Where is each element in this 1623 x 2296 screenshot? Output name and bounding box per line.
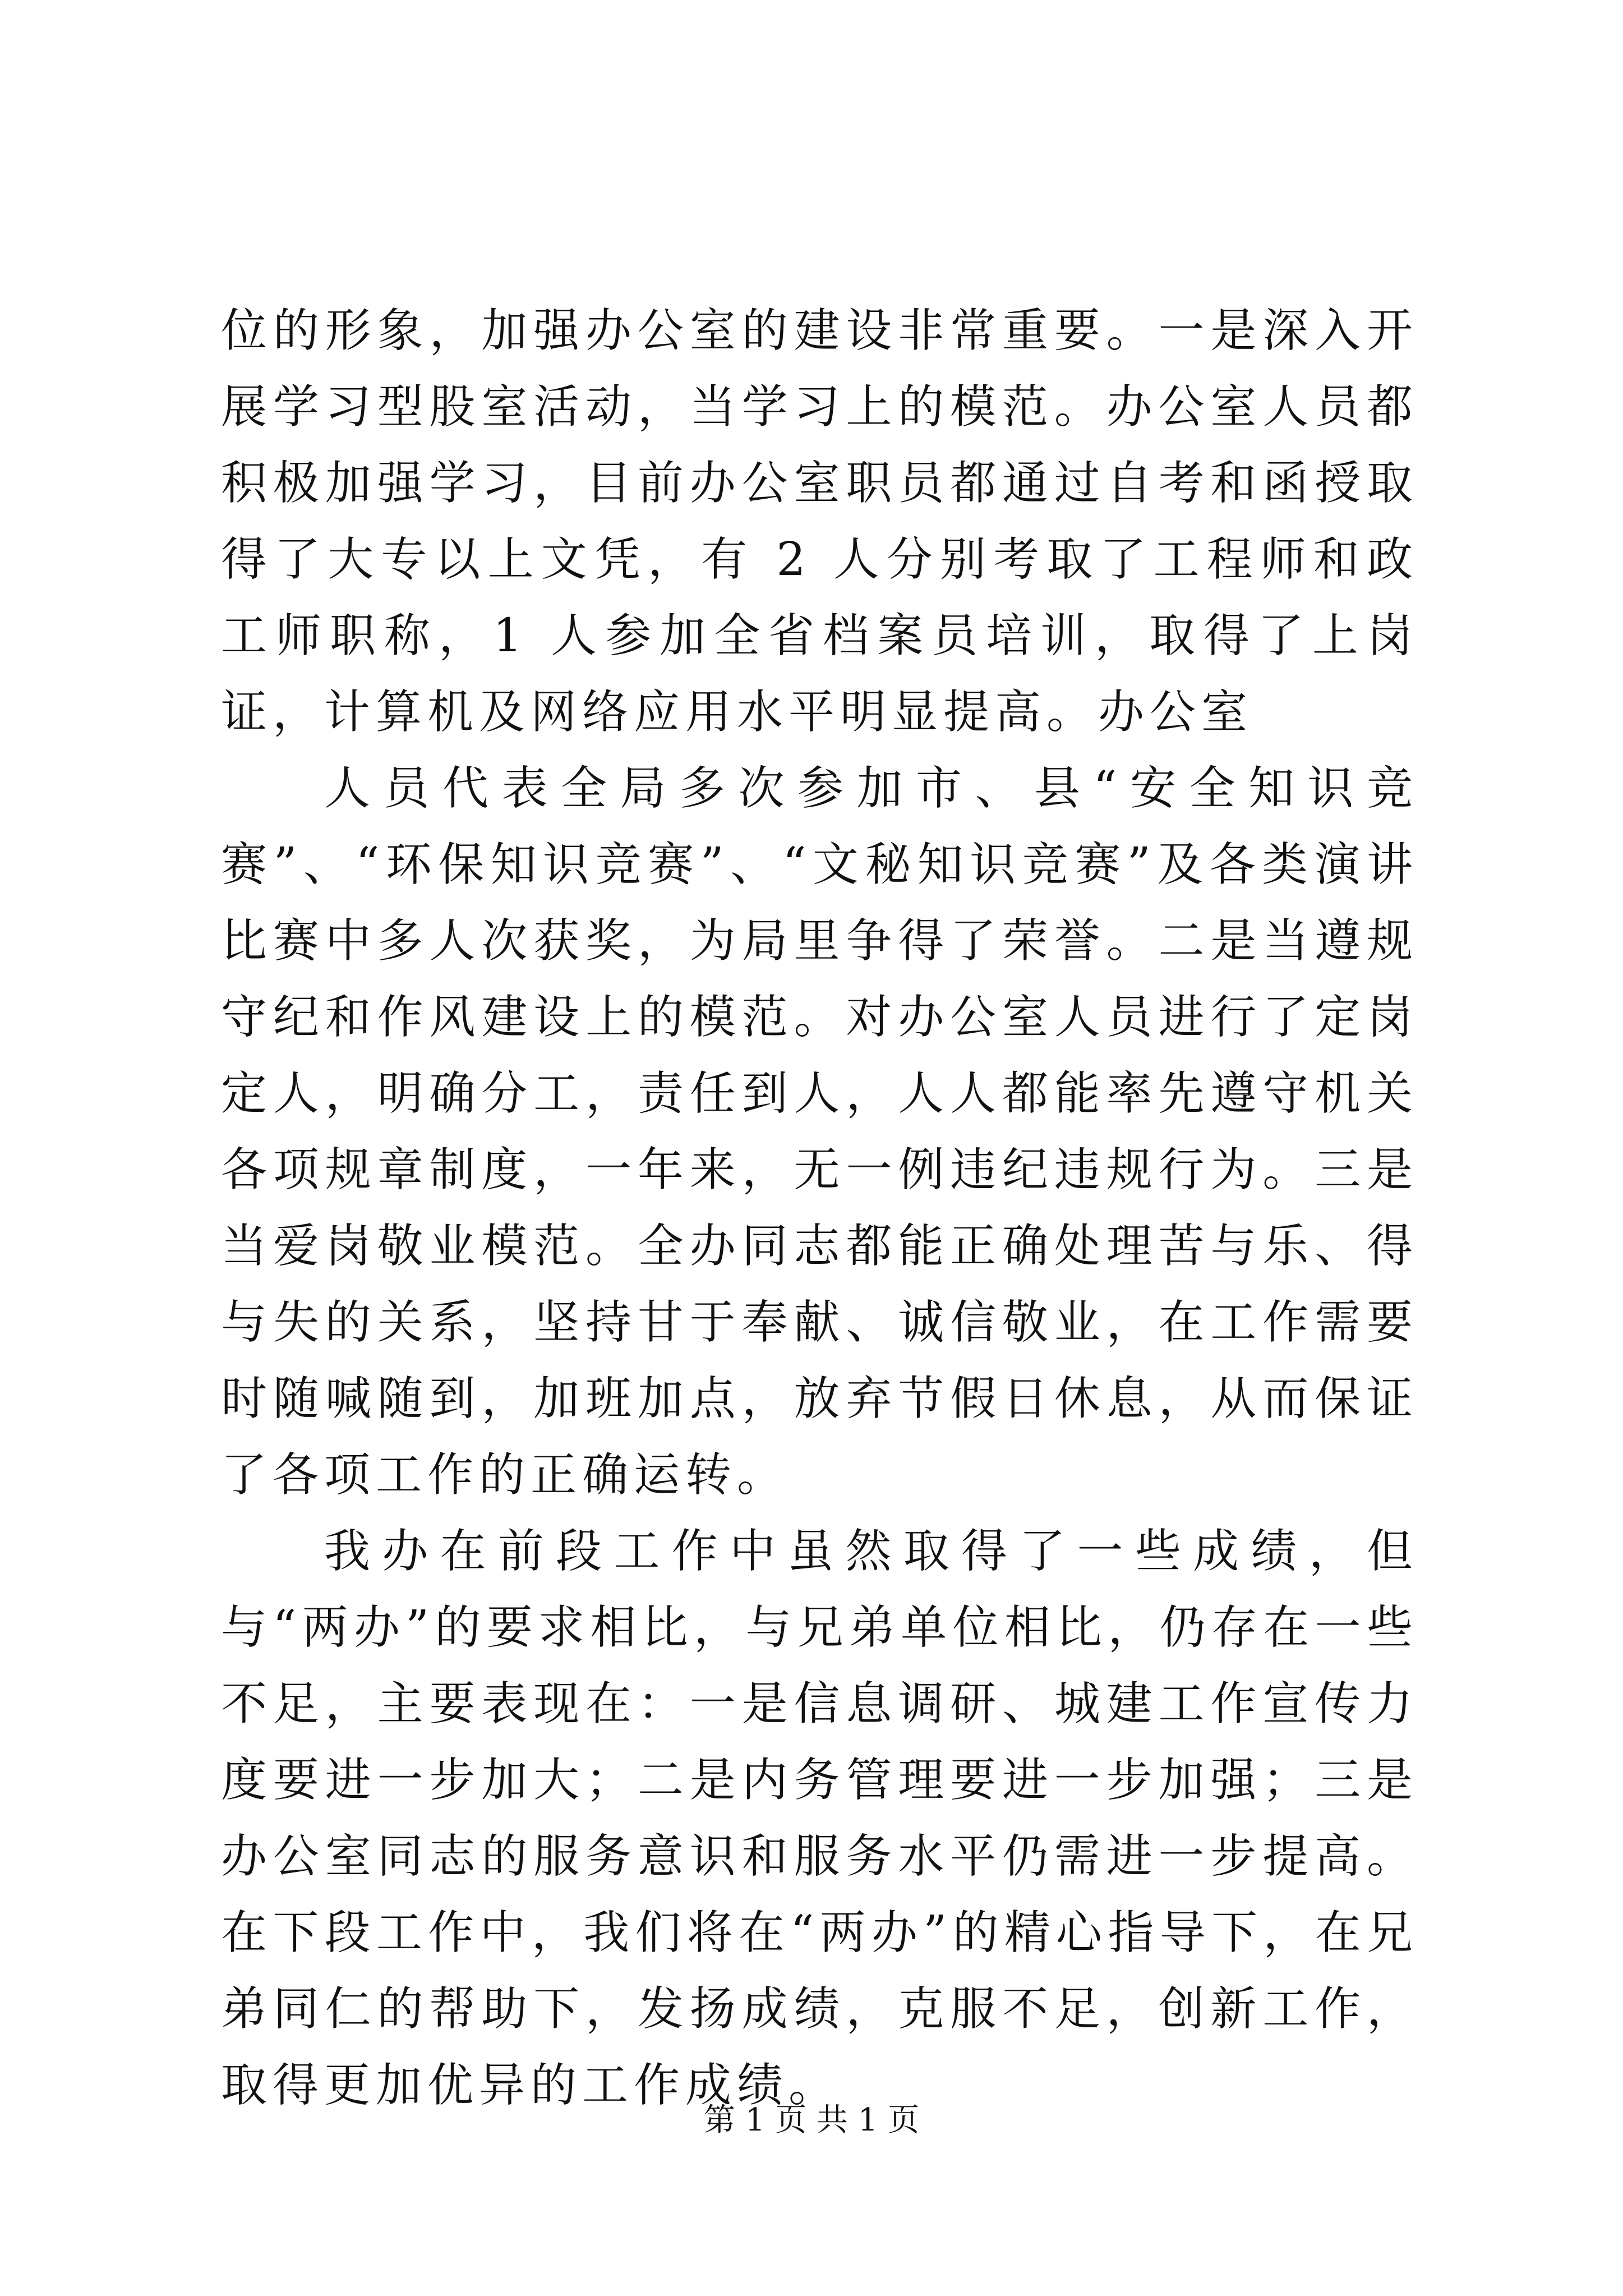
paragraph-3: 我办在前段工作中虽然取得了一些成绩，但与“两办”的要求相比，与兄弟单位相比，仍存在一些不足，主要表现在：一是信息调研、城建工作宣传力度要进一步加大；二是内务管理要进一步加强；三是办公室同志的服务意识和服务水平仍需进一步提高。在下段工作中，我们将在“两办”的精心指导下，在兄弟同仁的帮助下，发扬成绩，克服不足，创新工作，取得更加优异的工作成绩。 [221, 1525, 1418, 2112]
paragraph-1: 位的形象，加强办公室的建设非常重要。一是深入开展学习型股室活动，当学习上的模范。办公室人员都积极加强学习，目前办公室职员都通过自考和函授取得了大专以上文凭，有 2 人分别考取了工程师和政工师职称，1 人参加全省档案员培训，取得了上岗证，计算机及网络应用水平明显提高。办公室 [221, 304, 1418, 739]
document-body [221, 293, 1418, 2124]
page-number-footer: 第 1 页 共 1 页 [703, 2102, 920, 2138]
paragraph-2: 人员代表全局多次参加市、县“安全知识竞赛”、“环保知识竞赛”、“文秘知识竞赛”及各类演讲比赛中多人次获奖，为局里争得了荣誉。二是当遵规守纪和作风建设上的模范。对办公室人员进行了定岗定人，明确分工，责任到人，人人都能率先遵守机关各项规章制度，一年来，无一例违纪违规行为。三是当爱岗敬业模范。全办同志都能正确处理苦与乐、得与失的关系，坚持甘于奉献、诚信敬业，在工作需要时随喊随到，加班加点，放弃节假日休息，从而保证了各项工作的正确运转。 [221, 762, 1418, 1502]
